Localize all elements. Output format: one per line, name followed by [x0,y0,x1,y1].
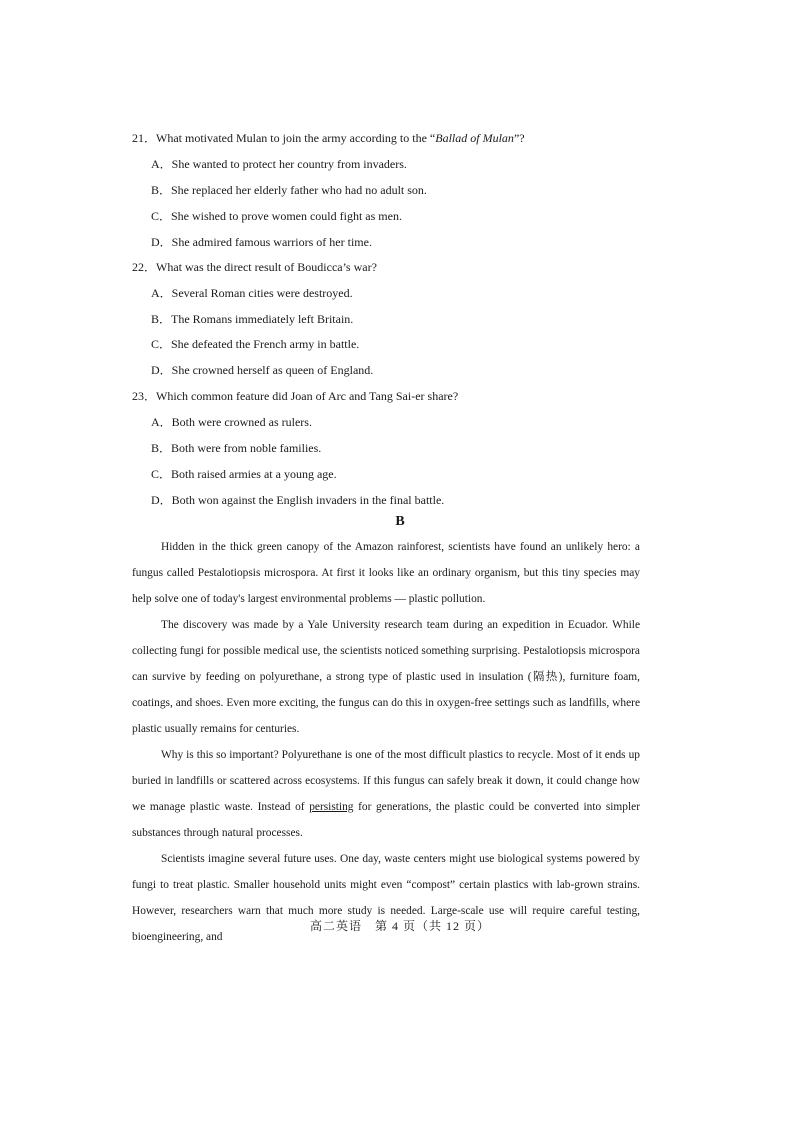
question-21-option-c: C．She wished to prove women could fight as men. [151,209,402,223]
page-footer: 高二英语 第 4 页（共 12 页） [309,919,490,933]
passage-paragraph-4: Scientists imagine several future uses. One day, waste centers might use biological systems powered by fungi to treat plastic. Smaller household units might even “compost” certain plastics with lab-grown strains. However, researchers warn that much more study is needed. Large-scale use will require careful testing, bioengineering, and [132,853,640,943]
question-21-stem-prefix: 21．What motivated Mulan to join the army according to the “ [132,131,436,145]
question-23-option-b: B．Both were from noble families. [151,441,322,455]
question-23-option-a: A．Both were crowned as rulers. [151,415,312,429]
question-21-option-d: D．She admired famous warriors of her time. [151,235,372,249]
question-22-option-a: A．Several Roman cities were destroyed. [151,286,353,300]
question-23-stem: 23．Which common feature did Joan of Arc and Tang Sai-er share? [132,389,459,403]
question-21-stem [132,130,525,146]
section-heading: B [395,514,405,529]
passage-paragraph-3-start: Why is this so important? Polyurethane is one of the most difficult plastics to recycle. Most of it ends up buried in landfills or scattered across ecosystems. If this fungus can safely break it down, it could change how we manage plastic waste. Instead of [132,749,640,813]
question-23-option-c: C．Both raised armies at a young age. [151,467,337,481]
question-22-option-d: D．She crowned herself as queen of England. [151,363,374,377]
question-21-stem-title: Ballad of Mulan [435,131,514,145]
question-22-stem: 22．What was the direct result of Boudicca’s war? [132,260,377,274]
question-21-option-b: B．She replaced her elderly father who had no adult son. [151,183,427,197]
question-23-option-d: D．Both won against the English invaders in the final battle. [151,493,445,507]
question-22-option-c: C．She defeated the French army in battle. [151,337,360,351]
passage-paragraph-1: Hidden in the thick green canopy of the Amazon rainforest, scientists have found an unlikely hero: a fungus called Pestalotiopsis microspora. At first it looks like an ordinary organism, but this tiny species may help solve one of today's largest environmental problems — plastic pollution. [132,541,640,605]
passage-paragraph-3 [132,742,640,846]
question-21-option-a: A．She wanted to protect her country from invaders. [151,157,407,171]
passage-paragraph-3-end: for generations, the plastic could be converted into simpler substances through natural processes. [132,801,640,839]
passage-paragraph-2: The discovery was made by a Yale University research team during an expedition in Ecuador. While collecting fungi for possible medical use, the scientists noticed something surprising. Pestalotiopsis microspora can survive by feeding on polyurethane, a strong type of plastic used in insulation (隔热), furniture foam, coatings, and shoes. Even more exciting, the fungus can do this in oxygen-free settings such as landfills, where plastic usually remains for centuries. [132,619,640,735]
underlined-word: persisting [309,801,354,813]
question-22-option-b: B．The Romans immediately left Britain. [151,312,354,326]
question-21-stem-suffix: ”? [513,131,525,145]
